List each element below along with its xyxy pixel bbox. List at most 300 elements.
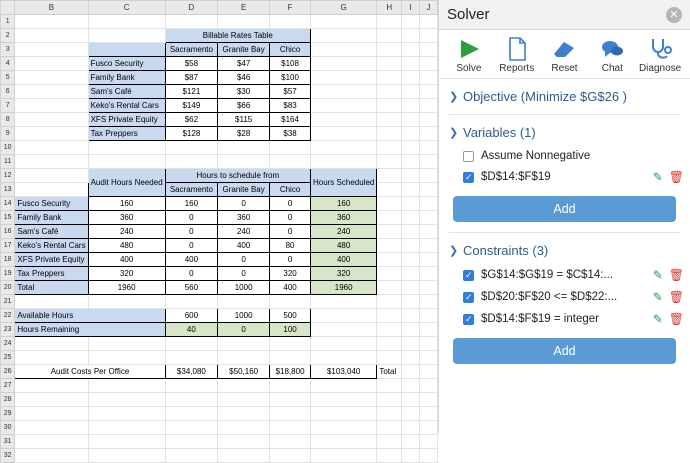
cell[interactable] — [377, 225, 402, 239]
row-header[interactable]: 5 — [1, 71, 15, 85]
cell[interactable] — [377, 295, 402, 309]
cell[interactable] — [402, 309, 419, 323]
row-header[interactable]: 4 — [1, 57, 15, 71]
cell[interactable] — [402, 421, 419, 435]
reports-button[interactable] — [493, 36, 541, 74]
cell[interactable] — [377, 323, 402, 337]
cell[interactable] — [15, 85, 88, 99]
cell[interactable] — [310, 309, 376, 323]
audit-cost-value[interactable]: $34,080 — [165, 365, 217, 379]
schedule-var-cell[interactable]: 0 — [165, 239, 217, 253]
cell[interactable] — [88, 393, 165, 407]
audit-cost-total-label[interactable]: Total — [377, 365, 402, 379]
cell[interactable] — [419, 309, 437, 323]
cell[interactable] — [15, 393, 88, 407]
cell[interactable] — [88, 449, 165, 463]
cell[interactable] — [419, 295, 437, 309]
cell[interactable] — [402, 71, 419, 85]
col-header-I[interactable]: I — [402, 1, 419, 15]
cell[interactable] — [310, 295, 376, 309]
assume-nonnegative-checkbox[interactable] — [463, 151, 474, 162]
row-header[interactable]: 24 — [1, 337, 15, 351]
cell[interactable] — [402, 267, 419, 281]
row-header[interactable]: 22 — [1, 309, 15, 323]
billable-cell[interactable]: $66 — [218, 99, 270, 113]
cell[interactable] — [270, 155, 311, 169]
cell[interactable] — [165, 421, 217, 435]
cell[interactable] — [377, 379, 402, 393]
schedule-row-label[interactable]: Tax Preppers — [15, 267, 88, 281]
cell[interactable] — [218, 421, 270, 435]
cell[interactable] — [419, 197, 437, 211]
cell[interactable] — [310, 85, 376, 99]
cell[interactable] — [419, 183, 437, 197]
cell[interactable] — [310, 43, 376, 57]
schedule-var-cell[interactable]: 80 — [270, 239, 311, 253]
cell[interactable] — [377, 421, 402, 435]
cell[interactable] — [419, 239, 437, 253]
cell[interactable] — [165, 15, 217, 29]
audit-cost-total[interactable]: $103,040 — [310, 365, 376, 379]
cell[interactable] — [15, 337, 88, 351]
cell[interactable] — [15, 29, 88, 43]
constraint-checkbox[interactable] — [463, 314, 474, 325]
cell[interactable] — [270, 295, 311, 309]
cell[interactable] — [310, 351, 376, 365]
cell[interactable] — [419, 43, 437, 57]
schedule-var-cell[interactable]: 160 — [165, 197, 217, 211]
cell[interactable] — [419, 267, 437, 281]
col-header-B[interactable]: B — [15, 1, 88, 15]
cell[interactable] — [402, 323, 419, 337]
cell[interactable] — [310, 127, 376, 141]
schedule-scheduled[interactable]: 360 — [310, 211, 376, 225]
schedule-hours-scheduled-header[interactable]: Hours Scheduled — [310, 169, 376, 197]
cell[interactable] — [402, 183, 419, 197]
row-header[interactable]: 16 — [1, 225, 15, 239]
billable-cell[interactable]: $83 — [270, 99, 311, 113]
cell[interactable] — [402, 57, 419, 71]
cell[interactable] — [402, 407, 419, 421]
cell[interactable] — [377, 15, 402, 29]
cell[interactable] — [310, 29, 376, 43]
cell[interactable] — [402, 379, 419, 393]
billable-row-label[interactable]: Fusco Security — [88, 57, 165, 71]
cell[interactable] — [88, 141, 165, 155]
cell[interactable] — [402, 365, 419, 379]
cell[interactable] — [402, 337, 419, 351]
row-header[interactable]: 8 — [1, 113, 15, 127]
col-header-J[interactable]: J — [419, 1, 437, 15]
row-header[interactable]: 7 — [1, 99, 15, 113]
cell[interactable] — [402, 155, 419, 169]
cell[interactable] — [15, 43, 88, 57]
cell[interactable] — [377, 85, 402, 99]
available-hours-value[interactable]: 600 — [165, 309, 217, 323]
cell[interactable] — [402, 211, 419, 225]
billable-rates-title[interactable]: Billable Rates Table — [165, 29, 310, 43]
billable-row-label[interactable]: Family Bank — [88, 71, 165, 85]
cell[interactable] — [419, 57, 437, 71]
cell[interactable] — [165, 337, 217, 351]
cell[interactable] — [419, 365, 437, 379]
cell[interactable] — [402, 351, 419, 365]
cell[interactable] — [15, 183, 88, 197]
available-hours-value[interactable]: 500 — [270, 309, 311, 323]
cell[interactable] — [310, 337, 376, 351]
cell[interactable] — [270, 379, 311, 393]
billable-cell[interactable]: $149 — [165, 99, 217, 113]
edit-icon[interactable]: ✎ — [652, 268, 663, 282]
variable-row[interactable] — [439, 166, 690, 188]
chat-button[interactable] — [588, 36, 636, 74]
schedule-row-label[interactable]: XFS Private Equity — [15, 253, 88, 267]
cell[interactable] — [419, 155, 437, 169]
cell[interactable] — [419, 393, 437, 407]
cell[interactable] — [15, 71, 88, 85]
billable-row-label[interactable]: Tax Preppers — [88, 127, 165, 141]
cell[interactable] — [377, 435, 402, 449]
cell[interactable] — [419, 435, 437, 449]
cell[interactable] — [218, 337, 270, 351]
variables-section-header[interactable] — [439, 115, 690, 146]
cell[interactable] — [402, 281, 419, 295]
row-header[interactable]: 14 — [1, 197, 15, 211]
cell[interactable] — [377, 393, 402, 407]
schedule-scheduled[interactable]: 160 — [310, 197, 376, 211]
schedule-header-chico[interactable]: Chico — [270, 183, 311, 197]
cell[interactable] — [377, 71, 402, 85]
cell[interactable] — [88, 337, 165, 351]
col-header-H[interactable]: H — [377, 1, 402, 15]
row-header[interactable]: 19 — [1, 267, 15, 281]
hours-remaining-value[interactable]: 40 — [165, 323, 217, 337]
cell[interactable] — [310, 155, 376, 169]
cell[interactable] — [270, 407, 311, 421]
cell[interactable] — [419, 253, 437, 267]
schedule-var-cell[interactable]: 0 — [165, 225, 217, 239]
cell[interactable] — [88, 295, 165, 309]
objective-section-header[interactable] — [439, 79, 690, 110]
row-header[interactable]: 28 — [1, 393, 15, 407]
row-header[interactable]: 25 — [1, 351, 15, 365]
schedule-var-cell[interactable]: 0 — [270, 197, 311, 211]
cell[interactable] — [165, 155, 217, 169]
constraint-checkbox[interactable] — [463, 292, 474, 303]
close-icon[interactable]: ✕ — [666, 7, 682, 23]
cell[interactable] — [165, 435, 217, 449]
cell[interactable] — [15, 141, 88, 155]
available-hours-value[interactable]: 1000 — [218, 309, 270, 323]
cell[interactable] — [310, 99, 376, 113]
cell[interactable] — [310, 449, 376, 463]
cell[interactable] — [270, 449, 311, 463]
schedule-needed[interactable]: 400 — [88, 253, 165, 267]
cell[interactable] — [377, 337, 402, 351]
cell[interactable] — [218, 15, 270, 29]
edit-icon[interactable]: ✎ — [652, 170, 663, 184]
schedule-row-label[interactable]: Keko's Rental Cars — [15, 239, 88, 253]
cell[interactable] — [419, 99, 437, 113]
billable-row-label[interactable]: XFS Private Equity — [88, 113, 165, 127]
constraint-row[interactable] — [439, 264, 690, 286]
cell[interactable] — [310, 141, 376, 155]
cell[interactable] — [402, 253, 419, 267]
hours-remaining-value[interactable]: 0 — [218, 323, 270, 337]
schedule-needed[interactable]: 480 — [88, 239, 165, 253]
cell[interactable] — [88, 421, 165, 435]
cell[interactable] — [377, 449, 402, 463]
cell[interactable] — [310, 435, 376, 449]
cell[interactable] — [402, 239, 419, 253]
row-header[interactable]: 9 — [1, 127, 15, 141]
col-header-D[interactable]: D — [165, 1, 217, 15]
cell[interactable] — [377, 43, 402, 57]
billable-cell[interactable]: $100 — [270, 71, 311, 85]
solve-button[interactable] — [445, 36, 493, 74]
cell[interactable] — [270, 421, 311, 435]
cell[interactable] — [88, 29, 165, 43]
cell[interactable] — [377, 127, 402, 141]
row-header[interactable]: 13 — [1, 183, 15, 197]
schedule-var-cell[interactable]: 0 — [218, 253, 270, 267]
schedule-total-cell[interactable]: 400 — [270, 281, 311, 295]
cell[interactable] — [377, 113, 402, 127]
cell[interactable] — [377, 351, 402, 365]
row-header[interactable]: 1 — [1, 15, 15, 29]
cell[interactable] — [15, 99, 88, 113]
row-header[interactable]: 10 — [1, 141, 15, 155]
billable-cell[interactable]: $46 — [218, 71, 270, 85]
billable-cell[interactable]: $108 — [270, 57, 311, 71]
row-header[interactable]: 11 — [1, 155, 15, 169]
cell[interactable] — [270, 351, 311, 365]
cell[interactable] — [88, 43, 165, 57]
add-variable-button[interactable]: Add — [453, 196, 676, 222]
billable-cell[interactable]: $28 — [218, 127, 270, 141]
col-header-E[interactable]: E — [218, 1, 270, 15]
cell[interactable] — [310, 407, 376, 421]
schedule-var-cell[interactable]: 240 — [218, 225, 270, 239]
grid-corner[interactable] — [1, 1, 15, 15]
delete-icon[interactable]: 🗑 — [668, 170, 684, 184]
cell[interactable] — [419, 421, 437, 435]
schedule-row-label[interactable]: Sam's Café — [15, 225, 88, 239]
schedule-var-cell[interactable]: 0 — [165, 267, 217, 281]
schedule-needed[interactable]: 240 — [88, 225, 165, 239]
billable-cell[interactable]: $47 — [218, 57, 270, 71]
constraint-row[interactable] — [439, 286, 690, 308]
cell[interactable] — [419, 141, 437, 155]
cell[interactable] — [419, 407, 437, 421]
schedule-var-cell[interactable]: 360 — [218, 211, 270, 225]
cell[interactable] — [88, 155, 165, 169]
cell[interactable] — [419, 449, 437, 463]
cell[interactable] — [165, 407, 217, 421]
billable-cell[interactable]: $87 — [165, 71, 217, 85]
cell[interactable] — [88, 351, 165, 365]
schedule-total-scheduled[interactable]: 1960 — [310, 281, 376, 295]
cell[interactable] — [377, 239, 402, 253]
col-header-F[interactable]: F — [270, 1, 311, 15]
schedule-needed[interactable]: 360 — [88, 211, 165, 225]
cell[interactable] — [310, 71, 376, 85]
billable-row-label[interactable]: Keko's Rental Cars — [88, 99, 165, 113]
audit-cost-value[interactable]: $50,160 — [218, 365, 270, 379]
cell[interactable] — [377, 281, 402, 295]
reset-button[interactable] — [541, 36, 589, 74]
cell[interactable] — [419, 169, 437, 183]
cell[interactable] — [15, 295, 88, 309]
cell[interactable] — [88, 407, 165, 421]
billable-cell[interactable]: $121 — [165, 85, 217, 99]
cell[interactable] — [15, 113, 88, 127]
cell[interactable] — [377, 183, 402, 197]
cell[interactable] — [402, 43, 419, 57]
audit-cost-value[interactable]: $18,800 — [270, 365, 311, 379]
cell[interactable] — [419, 71, 437, 85]
row-header[interactable]: 17 — [1, 239, 15, 253]
cell[interactable] — [15, 15, 88, 29]
cell[interactable] — [419, 323, 437, 337]
hours-remaining-value[interactable]: 100 — [270, 323, 311, 337]
row-header[interactable]: 30 — [1, 421, 15, 435]
row-header[interactable]: 21 — [1, 295, 15, 309]
schedule-needed[interactable]: 160 — [88, 197, 165, 211]
cell[interactable] — [15, 449, 88, 463]
schedule-var-cell[interactable]: 0 — [218, 197, 270, 211]
schedule-scheduled[interactable]: 240 — [310, 225, 376, 239]
cell[interactable] — [165, 449, 217, 463]
add-constraint-button[interactable]: Add — [453, 338, 676, 364]
diagnose-button[interactable] — [636, 36, 684, 74]
col-header-G[interactable]: G — [310, 1, 376, 15]
cell[interactable] — [15, 351, 88, 365]
cell[interactable] — [218, 449, 270, 463]
cell[interactable] — [218, 351, 270, 365]
edit-icon[interactable]: ✎ — [652, 312, 663, 326]
cell[interactable] — [15, 127, 88, 141]
schedule-scheduled[interactable]: 400 — [310, 253, 376, 267]
cell[interactable] — [165, 141, 217, 155]
cell[interactable] — [165, 351, 217, 365]
billable-cell[interactable]: $128 — [165, 127, 217, 141]
cell[interactable] — [402, 15, 419, 29]
cell[interactable] — [165, 295, 217, 309]
edit-icon[interactable]: ✎ — [652, 290, 663, 304]
cell[interactable] — [377, 169, 402, 183]
cell[interactable] — [310, 421, 376, 435]
schedule-needed[interactable]: 320 — [88, 267, 165, 281]
cell[interactable] — [402, 295, 419, 309]
cell[interactable] — [402, 197, 419, 211]
row-header[interactable]: 18 — [1, 253, 15, 267]
schedule-var-cell[interactable]: 0 — [218, 267, 270, 281]
billable-cell[interactable]: $57 — [270, 85, 311, 99]
cell[interactable] — [377, 309, 402, 323]
row-header[interactable]: 23 — [1, 323, 15, 337]
schedule-total-label[interactable]: Total — [15, 281, 88, 295]
cell[interactable] — [310, 113, 376, 127]
billable-cell[interactable]: $30 — [218, 85, 270, 99]
cell[interactable] — [88, 435, 165, 449]
cell[interactable] — [377, 155, 402, 169]
schedule-var-cell[interactable]: 0 — [270, 253, 311, 267]
delete-icon[interactable]: 🗑 — [668, 312, 684, 326]
cell[interactable] — [419, 225, 437, 239]
assume-nonnegative-row[interactable] — [439, 146, 690, 166]
billable-header-chico[interactable]: Chico — [270, 43, 311, 57]
cell[interactable] — [218, 295, 270, 309]
hours-remaining-label[interactable]: Hours Remaining — [15, 323, 165, 337]
schedule-header-sacramento[interactable]: Sacramento — [165, 183, 217, 197]
cell[interactable] — [402, 113, 419, 127]
cell[interactable] — [218, 393, 270, 407]
row-header[interactable]: 29 — [1, 407, 15, 421]
cell[interactable] — [419, 29, 437, 43]
schedule-var-cell[interactable]: 0 — [270, 211, 311, 225]
billable-cell[interactable]: $58 — [165, 57, 217, 71]
cell[interactable] — [419, 379, 437, 393]
cell[interactable] — [377, 407, 402, 421]
cell[interactable] — [402, 127, 419, 141]
col-header-C[interactable]: C — [88, 1, 165, 15]
cell[interactable] — [402, 393, 419, 407]
row-header[interactable]: 26 — [1, 365, 15, 379]
cell[interactable] — [402, 169, 419, 183]
schedule-total-cell[interactable]: 560 — [165, 281, 217, 295]
billable-row-label[interactable]: Sam's Café — [88, 85, 165, 99]
cell[interactable] — [377, 141, 402, 155]
cell[interactable] — [310, 323, 376, 337]
billable-cell[interactable]: $38 — [270, 127, 311, 141]
row-header[interactable]: 2 — [1, 29, 15, 43]
cell[interactable] — [377, 29, 402, 43]
schedule-total-needed[interactable]: 1960 — [88, 281, 165, 295]
schedule-group-header[interactable]: Hours to schedule from — [165, 169, 310, 183]
cell[interactable] — [419, 127, 437, 141]
available-hours-label[interactable]: Available Hours — [15, 309, 165, 323]
schedule-var-cell[interactable]: 0 — [270, 225, 311, 239]
row-header[interactable]: 12 — [1, 169, 15, 183]
schedule-var-cell[interactable]: 400 — [165, 253, 217, 267]
schedule-var-cell[interactable]: 400 — [218, 239, 270, 253]
cell[interactable] — [402, 85, 419, 99]
cell[interactable] — [165, 379, 217, 393]
cell[interactable] — [218, 141, 270, 155]
cell[interactable] — [270, 337, 311, 351]
variable-checkbox[interactable] — [463, 172, 474, 183]
constraints-section-header[interactable] — [439, 233, 690, 264]
cell[interactable] — [377, 211, 402, 225]
cell[interactable] — [310, 379, 376, 393]
cell[interactable] — [377, 57, 402, 71]
constraint-row[interactable] — [439, 308, 690, 330]
cell[interactable] — [377, 267, 402, 281]
schedule-var-cell[interactable]: 320 — [270, 267, 311, 281]
cell[interactable] — [15, 169, 88, 183]
billable-header-granitebay[interactable]: Granite Bay — [218, 43, 270, 57]
cell[interactable] — [377, 197, 402, 211]
cell[interactable] — [419, 113, 437, 127]
cell[interactable] — [218, 435, 270, 449]
cell[interactable] — [270, 435, 311, 449]
cell[interactable] — [419, 85, 437, 99]
cell[interactable] — [377, 99, 402, 113]
cell[interactable] — [88, 15, 165, 29]
cell[interactable] — [402, 449, 419, 463]
row-header[interactable]: 15 — [1, 211, 15, 225]
